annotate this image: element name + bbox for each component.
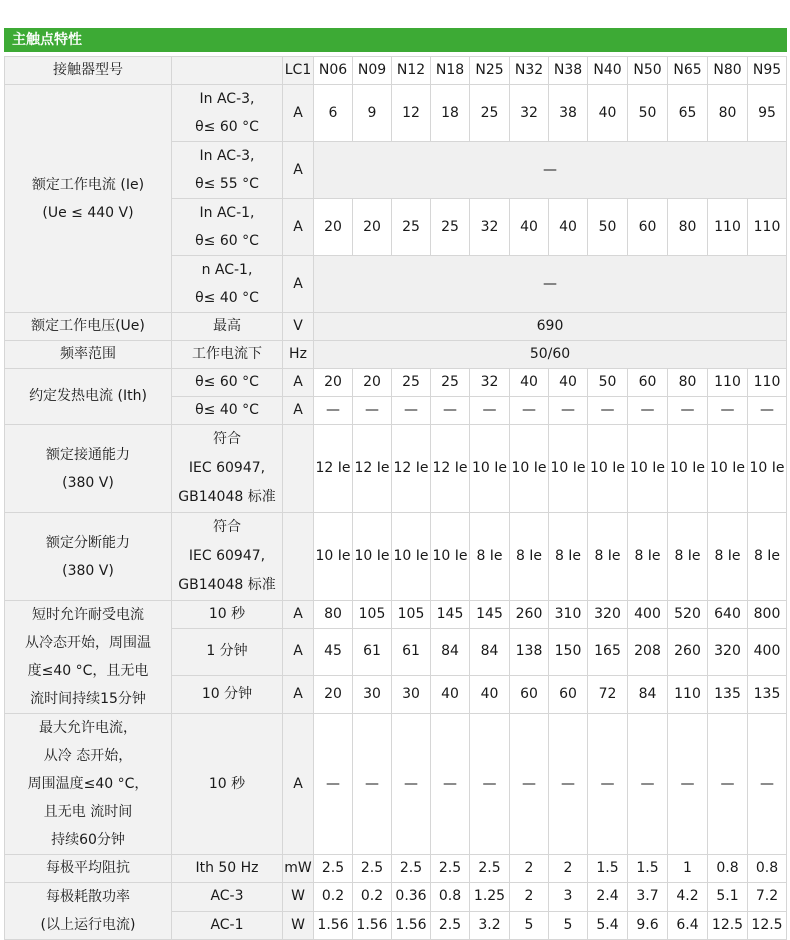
model-name: N12: [392, 57, 431, 85]
value-cell: 20: [314, 199, 353, 256]
value-cell: 40: [549, 199, 588, 256]
value-cell: 30: [353, 675, 392, 713]
value-cell: 25: [392, 369, 431, 397]
thermal-current-label: 约定发热电流 (Ith): [5, 369, 172, 425]
value-cell: 2.4: [588, 883, 628, 912]
condition-cell: 最高: [172, 313, 283, 341]
value-cell: 30: [392, 675, 431, 713]
impedance-label: 每极平均阻抗: [5, 855, 172, 883]
value-cell: 84: [628, 675, 668, 713]
value-cell: —: [470, 397, 510, 425]
model-name: N32: [510, 57, 549, 85]
making-capacity-row: [5, 425, 787, 513]
value-cell: 8 Ie: [510, 513, 549, 601]
value-cell: 6: [314, 85, 353, 142]
value-cell: 2.5: [353, 855, 392, 883]
value-cell: 10 Ie: [549, 425, 588, 513]
value-cell: 12 Ie: [314, 425, 353, 513]
value-cell: 72: [588, 675, 628, 713]
value-cell: 12 Ie: [353, 425, 392, 513]
impedance-row: [5, 855, 787, 883]
value-cell: 145: [470, 601, 510, 629]
value-cell: 84: [470, 629, 510, 675]
value-cell: 10 Ie: [431, 513, 470, 601]
model-name: N25: [470, 57, 510, 85]
value-cell: 9: [353, 85, 392, 142]
value-cell: 9.6: [628, 911, 668, 940]
value-cell: 60: [628, 199, 668, 256]
unit-cell: A: [283, 714, 314, 855]
model-name: N65: [668, 57, 708, 85]
value-cell: 18: [431, 85, 470, 142]
value-cell: 1: [668, 855, 708, 883]
condition-cell: θ≤ 60 °C: [172, 369, 283, 397]
value-cell: 320: [708, 629, 748, 675]
series-label: LC1: [283, 57, 314, 85]
value-cell: —: [748, 714, 787, 855]
unit-cell: A: [283, 629, 314, 675]
value-cell: —: [628, 714, 668, 855]
value-cell: 40: [470, 675, 510, 713]
value-cell: 8 Ie: [628, 513, 668, 601]
value-cell: 40: [549, 369, 588, 397]
value-cell: 10 Ie: [628, 425, 668, 513]
value-cell: 20: [314, 675, 353, 713]
unit-cell: A: [283, 601, 314, 629]
value-cell: —: [668, 397, 708, 425]
value-cell: 105: [392, 601, 431, 629]
value-cell: —: [392, 714, 431, 855]
model-name: N38: [549, 57, 588, 85]
value-cell: —: [353, 397, 392, 425]
condition-cell: 1 分钟: [172, 629, 283, 675]
value-cell: 1.5: [588, 855, 628, 883]
value-cell: 61: [353, 629, 392, 675]
value-cell: —: [668, 714, 708, 855]
value-cell: 8 Ie: [470, 513, 510, 601]
value-cell: 110: [748, 199, 787, 256]
value-cell: 260: [510, 601, 549, 629]
model-name: N80: [708, 57, 748, 85]
value-cell: —: [708, 397, 748, 425]
value-cell: 32: [470, 199, 510, 256]
value-cell: 110: [708, 369, 748, 397]
value-cell: 60: [510, 675, 549, 713]
value-cell: 5: [510, 911, 549, 940]
value-cell: 1.25: [470, 883, 510, 912]
value-cell: 10 Ie: [353, 513, 392, 601]
merged-value-cell: —: [314, 256, 787, 313]
value-cell: 25: [470, 85, 510, 142]
merged-value-cell: 690: [314, 313, 787, 341]
value-cell: 2: [510, 855, 549, 883]
unit-cell: W: [283, 883, 314, 912]
value-cell: —: [431, 714, 470, 855]
value-cell: 80: [314, 601, 353, 629]
value-cell: 1.56: [353, 911, 392, 940]
model-name: N40: [588, 57, 628, 85]
value-cell: 10 Ie: [708, 425, 748, 513]
condition-cell: In AC-3, θ≤ 55 °C: [172, 142, 283, 199]
value-cell: 4.2: [668, 883, 708, 912]
value-cell: 60: [549, 675, 588, 713]
value-cell: 20: [353, 369, 392, 397]
value-cell: 2.5: [392, 855, 431, 883]
model-label: 接触器型号: [5, 57, 172, 85]
value-cell: 40: [510, 199, 549, 256]
value-cell: 50: [588, 199, 628, 256]
condition-cell: 10 秒: [172, 601, 283, 629]
value-cell: 165: [588, 629, 628, 675]
value-cell: 400: [748, 629, 787, 675]
value-cell: 1.56: [314, 911, 353, 940]
unit-cell: W: [283, 911, 314, 940]
value-cell: —: [510, 397, 549, 425]
value-cell: 50: [628, 85, 668, 142]
value-cell: 2: [510, 883, 549, 912]
rated-current-row: [5, 85, 787, 142]
value-cell: —: [708, 714, 748, 855]
value-cell: 110: [708, 199, 748, 256]
value-cell: 105: [353, 601, 392, 629]
value-cell: 0.2: [314, 883, 353, 912]
unit-cell: V: [283, 313, 314, 341]
condition-cell: Ith 50 Hz: [172, 855, 283, 883]
condition-cell: In AC-1, θ≤ 60 °C: [172, 199, 283, 256]
value-cell: 12.5: [708, 911, 748, 940]
value-cell: 0.8: [708, 855, 748, 883]
value-cell: 800: [748, 601, 787, 629]
value-cell: —: [549, 397, 588, 425]
value-cell: 5: [549, 911, 588, 940]
value-cell: 12: [392, 85, 431, 142]
value-cell: —: [314, 714, 353, 855]
value-cell: 10 Ie: [392, 513, 431, 601]
value-cell: —: [628, 397, 668, 425]
unit-cell: A: [283, 199, 314, 256]
condition-cell: In AC-3, θ≤ 60 °C: [172, 85, 283, 142]
value-cell: 10 Ie: [668, 425, 708, 513]
power-loss-row: [5, 883, 787, 912]
value-cell: 12.5: [748, 911, 787, 940]
power-loss-label: 每极耗散功率 (以上运行电流): [5, 883, 172, 940]
value-cell: 12 Ie: [431, 425, 470, 513]
unit-cell: A: [283, 369, 314, 397]
value-cell: 84: [431, 629, 470, 675]
breaking-capacity-row: [5, 513, 787, 601]
value-cell: 45: [314, 629, 353, 675]
value-cell: 5.1: [708, 883, 748, 912]
condition-cell: 10 分钟: [172, 675, 283, 713]
value-cell: 10 Ie: [314, 513, 353, 601]
value-cell: 8 Ie: [748, 513, 787, 601]
merged-value-cell: —: [314, 142, 787, 199]
frequency-label: 频率范围: [5, 341, 172, 369]
value-cell: 12 Ie: [392, 425, 431, 513]
condition-cell: 工作电流下: [172, 341, 283, 369]
value-cell: —: [431, 397, 470, 425]
value-cell: —: [748, 397, 787, 425]
value-cell: 38: [549, 85, 588, 142]
value-cell: —: [510, 714, 549, 855]
model-name: N50: [628, 57, 668, 85]
condition-cell: θ≤ 40 °C: [172, 397, 283, 425]
main-contact-spec-table: [4, 56, 787, 940]
value-cell: 640: [708, 601, 748, 629]
value-cell: 135: [708, 675, 748, 713]
value-cell: 520: [668, 601, 708, 629]
unit-cell: [283, 513, 314, 601]
condition-cell: AC-1: [172, 911, 283, 940]
value-cell: 3.2: [470, 911, 510, 940]
value-cell: 32: [510, 85, 549, 142]
value-cell: 7.2: [748, 883, 787, 912]
value-cell: —: [353, 714, 392, 855]
value-cell: 65: [668, 85, 708, 142]
value-cell: 80: [668, 369, 708, 397]
value-cell: 60: [628, 369, 668, 397]
condition-cell: 符合 IEC 60947, GB14048 标准: [172, 513, 283, 601]
value-cell: 2.5: [431, 855, 470, 883]
value-cell: 2: [549, 855, 588, 883]
value-cell: —: [314, 397, 353, 425]
value-cell: 2.5: [431, 911, 470, 940]
value-cell: 25: [392, 199, 431, 256]
unit-cell: A: [283, 397, 314, 425]
value-cell: 0.8: [748, 855, 787, 883]
condition-cell: 符合 IEC 60947, GB14048 标准: [172, 425, 283, 513]
unit-cell: A: [283, 142, 314, 199]
value-cell: 40: [510, 369, 549, 397]
rated-voltage-row: [5, 313, 787, 341]
value-cell: 0.2: [353, 883, 392, 912]
header-row: [5, 57, 787, 85]
value-cell: 8 Ie: [549, 513, 588, 601]
value-cell: —: [588, 714, 628, 855]
model-name: N18: [431, 57, 470, 85]
value-cell: 3: [549, 883, 588, 912]
value-cell: 1.56: [392, 911, 431, 940]
value-cell: 20: [353, 199, 392, 256]
value-cell: 110: [748, 369, 787, 397]
model-cond-blank: [172, 57, 283, 85]
value-cell: 260: [668, 629, 708, 675]
unit-cell: A: [283, 85, 314, 142]
value-cell: 25: [431, 369, 470, 397]
value-cell: 25: [431, 199, 470, 256]
value-cell: 40: [588, 85, 628, 142]
unit-cell: A: [283, 256, 314, 313]
value-cell: 8 Ie: [588, 513, 628, 601]
value-cell: 2.5: [314, 855, 353, 883]
short-time-label: 短时允许耐受电流 从冷态开始，周围温 度≤40 °C，且无电 流时间持续15分钟: [5, 601, 172, 714]
value-cell: 10 Ie: [588, 425, 628, 513]
frequency-row: [5, 341, 787, 369]
value-cell: 80: [668, 199, 708, 256]
value-cell: 135: [748, 675, 787, 713]
value-cell: 8 Ie: [708, 513, 748, 601]
thermal-current-row: [5, 369, 787, 397]
value-cell: 150: [549, 629, 588, 675]
condition-cell: n AC-1, θ≤ 40 °C: [172, 256, 283, 313]
rated-voltage-label: 额定工作电压(Ue): [5, 313, 172, 341]
rated-current-label: 额定工作电流 (Ie) (Ue ≤ 440 V): [5, 85, 172, 313]
value-cell: —: [549, 714, 588, 855]
value-cell: 2.5: [470, 855, 510, 883]
value-cell: 110: [668, 675, 708, 713]
model-name: N95: [748, 57, 787, 85]
condition-cell: 10 秒: [172, 714, 283, 855]
value-cell: 5.4: [588, 911, 628, 940]
section-title: 主触点特性: [4, 28, 787, 52]
value-cell: 10 Ie: [470, 425, 510, 513]
unit-cell: [283, 425, 314, 513]
unit-cell: mW: [283, 855, 314, 883]
value-cell: 208: [628, 629, 668, 675]
value-cell: 32: [470, 369, 510, 397]
value-cell: 138: [510, 629, 549, 675]
value-cell: 6.4: [668, 911, 708, 940]
making-capacity-label: 额定接通能力 (380 V): [5, 425, 172, 513]
value-cell: 10 Ie: [748, 425, 787, 513]
value-cell: 80: [708, 85, 748, 142]
value-cell: 320: [588, 601, 628, 629]
value-cell: 61: [392, 629, 431, 675]
value-cell: 3.7: [628, 883, 668, 912]
value-cell: 0.36: [392, 883, 431, 912]
condition-cell: AC-3: [172, 883, 283, 912]
max-current-label: 最大允许电流， 从冷 态开始， 周围温度≤40 °C， 且无电 流时间 持续60分钟: [5, 714, 172, 855]
unit-cell: A: [283, 675, 314, 713]
model-name: N09: [353, 57, 392, 85]
value-cell: 40: [431, 675, 470, 713]
merged-value-cell: 50/60: [314, 341, 787, 369]
value-cell: 310: [549, 601, 588, 629]
value-cell: 20: [314, 369, 353, 397]
value-cell: 1.5: [628, 855, 668, 883]
value-cell: 8 Ie: [668, 513, 708, 601]
breaking-capacity-label: 额定分断能力 (380 V): [5, 513, 172, 601]
unit-cell: Hz: [283, 341, 314, 369]
model-name: N06: [314, 57, 353, 85]
value-cell: 50: [588, 369, 628, 397]
value-cell: —: [588, 397, 628, 425]
value-cell: 95: [748, 85, 787, 142]
value-cell: —: [470, 714, 510, 855]
value-cell: 10 Ie: [510, 425, 549, 513]
value-cell: 0.8: [431, 883, 470, 912]
short-time-row: [5, 601, 787, 629]
value-cell: —: [392, 397, 431, 425]
max-current-row: [5, 714, 787, 855]
value-cell: 145: [431, 601, 470, 629]
value-cell: 400: [628, 601, 668, 629]
